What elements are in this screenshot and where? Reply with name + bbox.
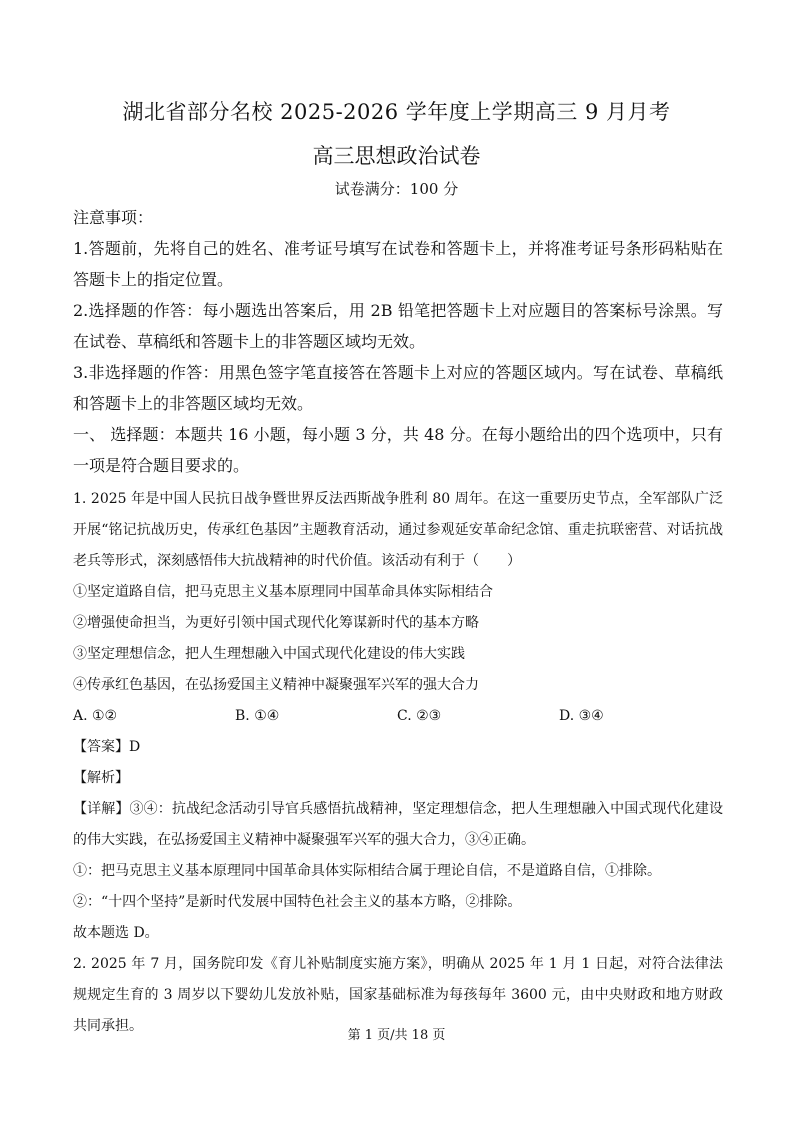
analysis-conclusion: 故本题选 D。 [73, 925, 159, 941]
notes-section [73, 202, 723, 481]
note-item: 3.非选择题的作答：用黑色签字笔直接答在答题卡上对应的答题区域内。写在试卷、草稿纸和答题卡上的非答题区域均无效。 [73, 363, 723, 413]
question-2-stem: 2. 2025 年 7 月，国务院印发《育儿补贴制度实施方案》，明确从 2025 年 1 月 1 日起，对符合法律法规规定生育的 3 周岁以下婴幼儿发放补贴，国家基础标准为每孩每年 3600 元，由中央财政和地方财政共同承担。 [73, 956, 723, 1034]
note-item: 2.选择题的作答：每小题选出答案后，用 2B 铅笔把答题卡上对应题目的答案标号涂黑。写在试卷、草稿纸和答题卡上的非答题区域均无效。 [73, 301, 723, 351]
page-number: 第 1 页/共 18 页 [347, 1028, 446, 1043]
statement-1: ①坚定道路自信，把马克思主义基本原理同中国革命具体实际相结合 [73, 584, 493, 600]
statement-2: ②增强使命担当，为更好引领中国式现代化筹谋新时代的基本方略 [73, 615, 479, 631]
analysis-exclude-1: ①：把马克思主义基本原理同中国革命具体实际相结合属于理论自信，不是道路自信，①排除。 [73, 863, 661, 879]
statement-3: ③坚定理想信念，把人生理想融入中国式现代化建设的伟大实践 [73, 646, 465, 662]
section-heading: 一、 选择题：本题共 16 小题，每小题 3 分，共 48 分。在每小题给出的四个选项中，只有一项是符合题目要求的。 [73, 425, 723, 475]
option-a: A. ①② [73, 708, 118, 724]
question-stem: 1. 2025 年是中国人民抗日战争暨世界反法西斯战争胜利 80 周年。在这一重要历史节点，全军部队广泛开展“铭记抗战历史，传承红色基因”主题教育活动，通过参观延安革命纪念馆、重走抗联密营、对话抗战老兵等形式，深刻感悟伟大抗战精神的时代价值。该活动有利于（ ） [73, 491, 723, 569]
option-c: C. ②③ [397, 708, 442, 724]
analysis-exclude-2: ②：“十四个坚持”是新时代发展中国特色社会主义的基本方略，②排除。 [73, 894, 522, 910]
notes-heading: 注意事项： [73, 208, 154, 227]
statement-4: ④传承红色基因，在弘扬爱国主义精神中凝聚强军兴军的强大合力 [73, 677, 479, 693]
analysis-label: 【解析】 [73, 770, 129, 786]
answer: 【答案】D [73, 739, 141, 755]
question-1 [73, 484, 723, 1042]
full-score: 试卷满分：100 分 [334, 180, 459, 198]
exam-subtitle: 高三思想政治试卷 [312, 144, 481, 168]
note-item: 1.答题前，先将自己的姓名、准考证号填写在试卷和答题卡上，并将准考证号条形码粘贴在答题卡上的指定位置。 [73, 239, 723, 289]
exam-title: 湖北省部分名校 2025-2026 学年度上学期高三 9 月月考 [122, 100, 671, 124]
options-row [73, 701, 723, 732]
analysis-detail: 【详解】③④：抗战纪念活动引导官兵感悟抗战精神，坚定理想信念，把人生理想融入中国式现代化建设的伟大实践，在弘扬爱国主义精神中凝聚强军兴军的强大合力，③④正确。 [73, 801, 723, 848]
option-b: B. ①④ [235, 708, 280, 724]
option-d: D. ③④ [559, 708, 604, 724]
